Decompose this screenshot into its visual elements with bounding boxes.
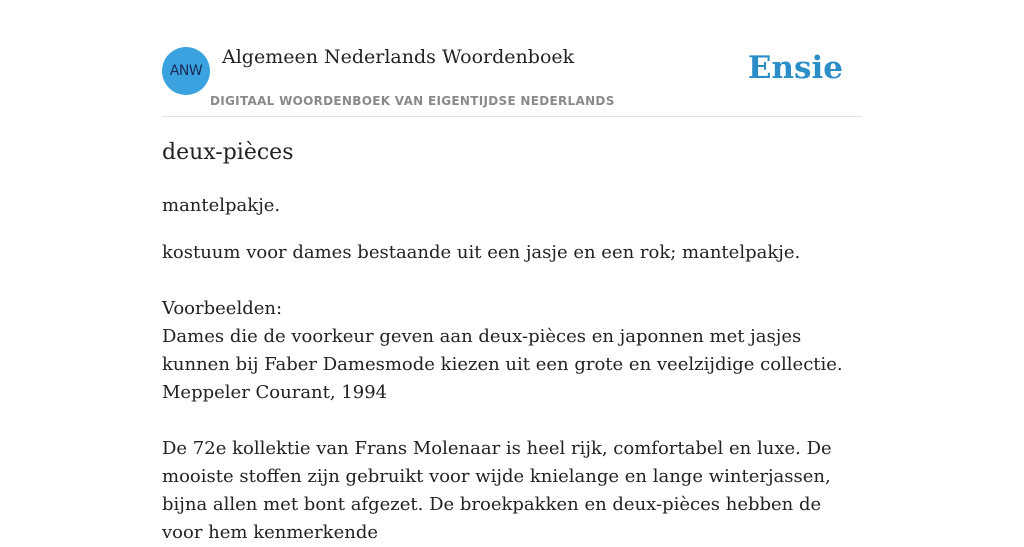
ensie-brand-logo[interactable]: Ensie — [747, 50, 843, 86]
site-subtitle: DIGITAAL WOORDENBOEK VAN EIGENTIJDSE NEDERLANDS — [210, 94, 615, 108]
site-title[interactable]: Algemeen Nederlands Woordenboek — [222, 46, 575, 68]
examples-label: Voorbeelden: — [162, 298, 283, 319]
example-source: Meppeler Courant, 1994 — [162, 382, 388, 403]
anw-logo[interactable] — [162, 47, 210, 95]
site-header — [162, 0, 862, 117]
example-text: Dames die de voorkeur geven aan deux-pièces en japonnen met jasjes kunnen bij Faber Damesmode kiezen uit een grote en veelzijdige collectie. — [162, 326, 843, 375]
spacer — [162, 407, 862, 435]
example-text: De 72e kollektie van Frans Molenaar is heel rijk, comfortabel en luxe. De mooiste stoffen zijn gebruikt voor wijde knielange en lange winterjassen, bijna allen met bont afgezet. De broekpakken en deux-pièces hebben de voor hem kenmerkende — [162, 438, 832, 543]
page — [162, 0, 862, 543]
headword: deux-pièces — [162, 140, 294, 165]
short-definition: mantelpakje. — [162, 195, 281, 216]
logo-text: ANW — [169, 63, 203, 79]
definition: kostuum voor dames bestaande uit een jasje en een rok; mantelpakje. — [162, 242, 801, 263]
entry-content — [162, 239, 862, 547]
spacer — [162, 267, 862, 295]
